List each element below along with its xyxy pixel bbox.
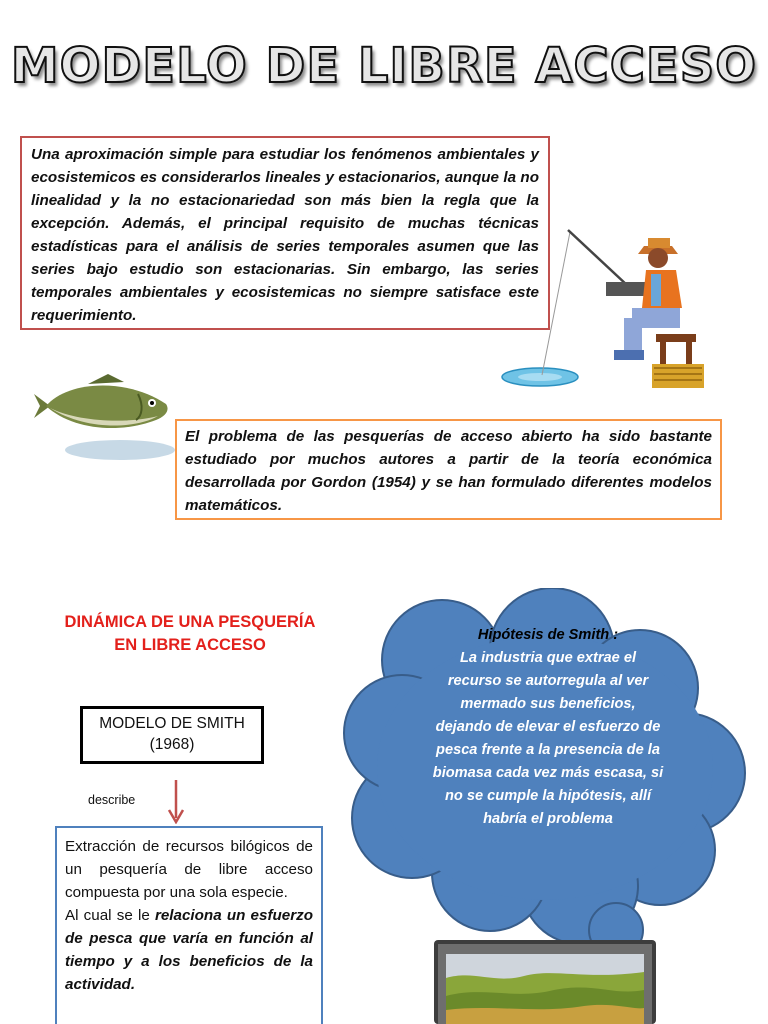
dynamics-heading-line1: DINÁMICA DE UNA PESQUERÍA [64, 613, 316, 631]
fish-illustration [28, 370, 176, 470]
down-arrow-icon [167, 780, 185, 824]
extraction-text-1: Extracción de recursos bilógicos de un pesquería de libre acceso compuesta por una sola especie. [65, 838, 313, 901]
hypothesis-title: Hipótesis de Smith : [477, 627, 619, 643]
smith-model-line1: MODELO DE SMITH [99, 715, 245, 732]
fisherman-illustration [496, 222, 716, 394]
extraction-text-2-plain: Al cual se le [65, 907, 155, 924]
hypothesis-text [432, 624, 664, 831]
extraction-text-2 [65, 904, 313, 996]
dynamics-heading [40, 611, 340, 657]
problem-text-box: El problema de las pesquerías de acceso abierto ha sido bastante estudiado por muchos autores a partir de la teoría económica desarrollada por Gordon (1954) y se han formulado diferentes modelos matemáticos. [175, 419, 722, 520]
smith-model-line2: (1968) [149, 736, 195, 753]
dynamics-heading-line2: EN LIBRE ACCESO [114, 636, 266, 654]
intro-text-box: Una aproximación simple para estudiar los fenómenos ambientales y ecosistemicos es considerarlos lineales y estacionarios, aunque la no linealidad y la no estacionariedad son más bien la regla que la excepción. Además, el principal requisito de muchas técnicas estadísticas para el análisis de series temporales asumen que las series bajo estudio son estacionarias. Sin embargo, las series temporales ambientales y ecosistemicas no siempre satisface este requerimiento. [20, 136, 550, 330]
page-title: MODELO DE LIBRE ACCESO [10, 38, 758, 94]
extraction-text-box [55, 826, 323, 1024]
landscape-picture [434, 940, 656, 1024]
describe-label: describe [88, 793, 136, 807]
hypothesis-body: La industria que extrae el recurso se autorregula al ver mermado sus beneficios, dejando de elevar el esfuerzo de pesca frente a la presencia de la biomasa cada vez más escasa, si no se cumple la hipótesis, allí habría el problema [432, 650, 664, 827]
extraction-text-2-bold: relaciona un esfuerzo de pesca que varía en función al tiempo y a los beneficios de la actividad. [65, 907, 314, 993]
smith-model-box [80, 706, 264, 764]
